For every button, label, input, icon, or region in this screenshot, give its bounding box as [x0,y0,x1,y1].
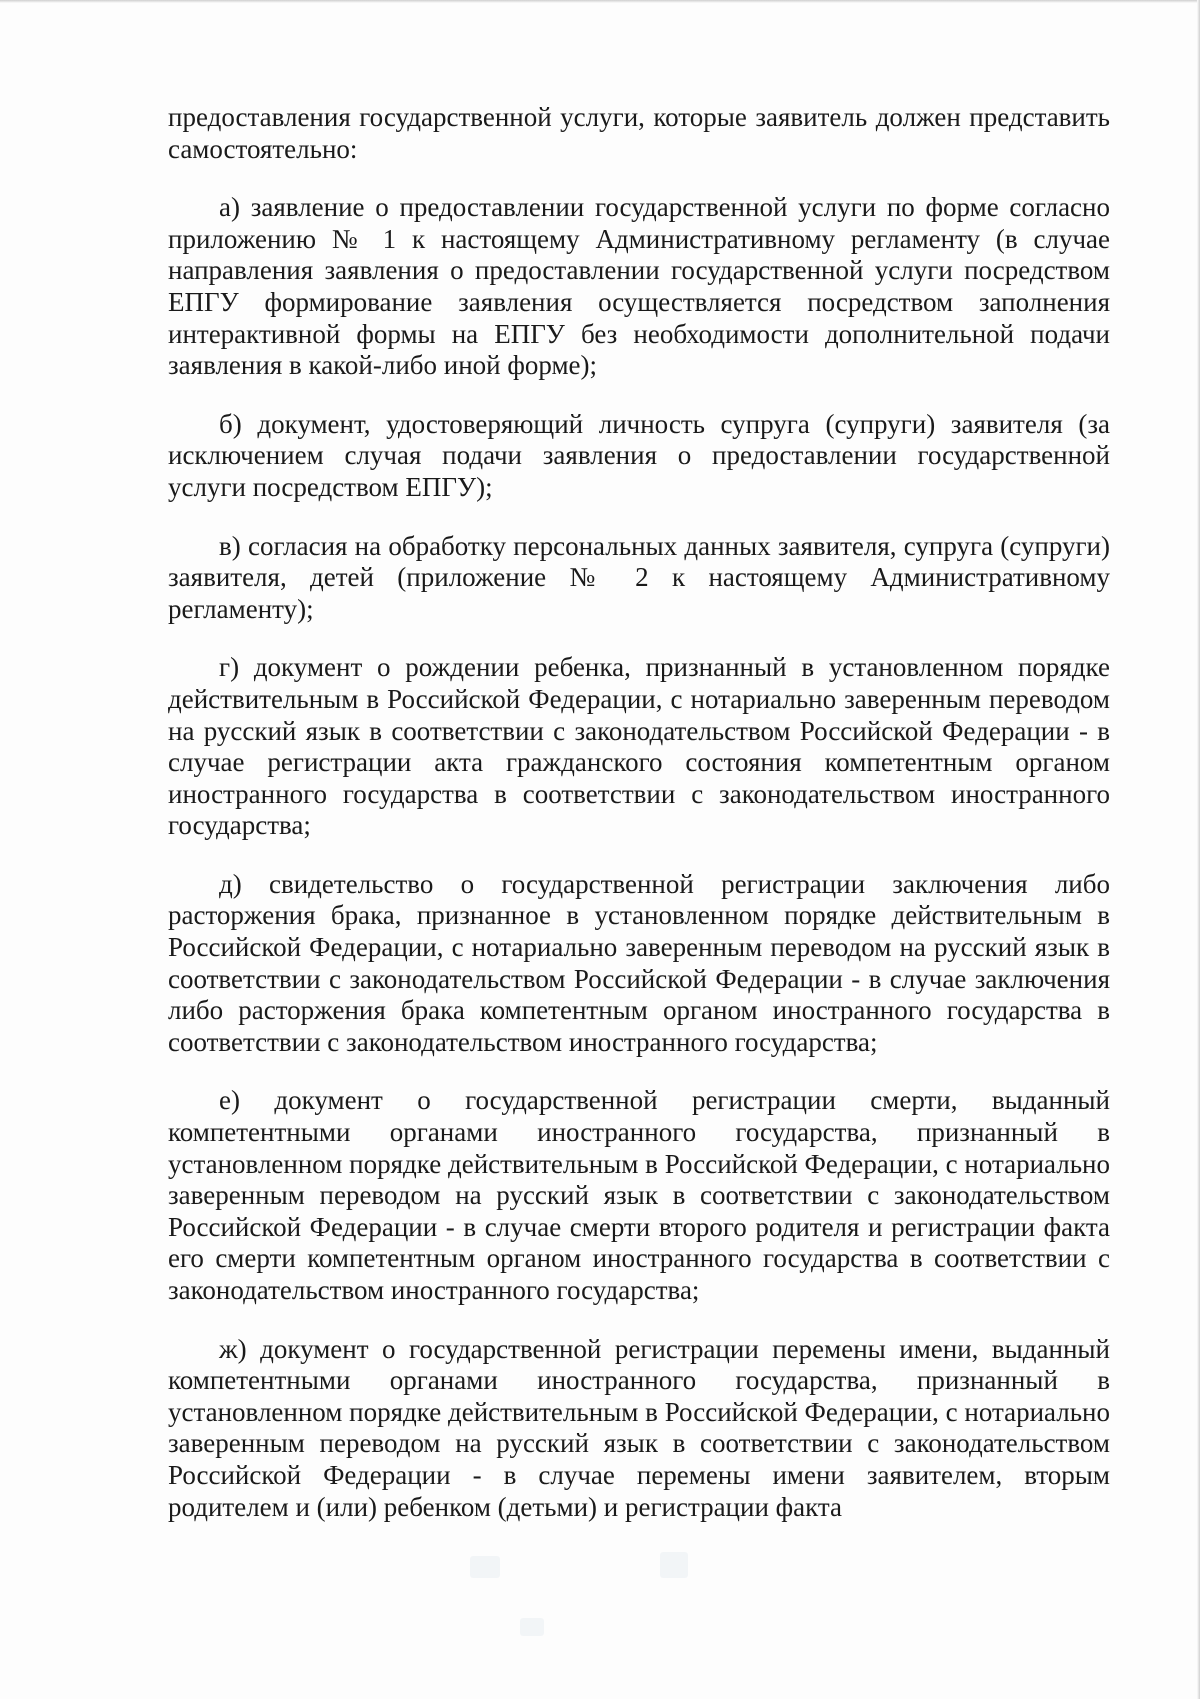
paragraph-intro: предоставления государственной услуги, которые заявитель должен представить самостоятельно: [168,102,1110,164]
scan-artifact [470,1556,500,1578]
paragraph-item-a: а) заявление о предоставлении государственной услуги по форме согласно приложению № 1 к настоящему Административному регламенту (в случае направления заявления о предоставлении государственной услуги посредством ЕПГУ формирование заявления осуществляется посредством заполнения интерактивной формы на ЕПГУ без необходимости дополнительной подачи заявления в какой-либо иной форме); [168,192,1110,381]
paragraph-item-d: д) свидетельство о государственной регистрации заключения либо расторжения брака, признанное в установленном порядке действительным в Российской Федерации, с нотариально заверенным переводом на русский язык в соответствии с законодательством Российской Федерации - в случае заключения либо расторжения брака компетентным органом иностранного государства в соответствии с законодательством иностранного государства; [168,868,1110,1057]
paragraph-item-b: б) документ, удостоверяющий личность супруга (супруги) заявителя (за исключением случая подачи заявления о предоставлении государственной услуги посредством ЕПГУ); [168,408,1110,502]
paragraph-item-e: е) документ о государственной регистрации смерти, выданный компетентными органами иностранного государства, признанный в установленном порядке действительным в Российской Федерации, с нотариально заверенным переводом на русский язык в соответствии с законодательством Российской Федерации - в случае смерти второго родителя и регистрации факта его смерти компетентным органом иностранного государства в соответствии с законодательством иностранного государства; [168,1085,1110,1305]
document-body [168,102,1110,1523]
paragraph-item-zh: ж) документ о государственной регистрации перемены имени, выданный компетентными органами иностранного государства, признанный в установленном порядке действительным в Российской Федерации, с нотариально заверенным переводом на русский язык в соответствии с законодательством Российской Федерации - в случае перемены имени заявителем, вторым родителем и (или) ребенком (детьми) и регистрации факта [168,1333,1110,1522]
scan-artifact [520,1618,544,1636]
paragraph-item-g: г) документ о рождении ребенка, признанный в установленном порядке действительным в Российской Федерации, с нотариально заверенным переводом на русский язык в соответствии с законодательством Российской Федерации - в случае регистрации акта гражданского состояния компетентным органом иностранного государства в соответствии с законодательством иностранного государства; [168,652,1110,841]
scan-artifact [660,1552,688,1578]
paragraph-item-v: в) согласия на обработку персональных данных заявителя, супруга (супруги) заявителя, детей (приложение № 2 к настоящему Административному регламенту); [168,530,1110,624]
